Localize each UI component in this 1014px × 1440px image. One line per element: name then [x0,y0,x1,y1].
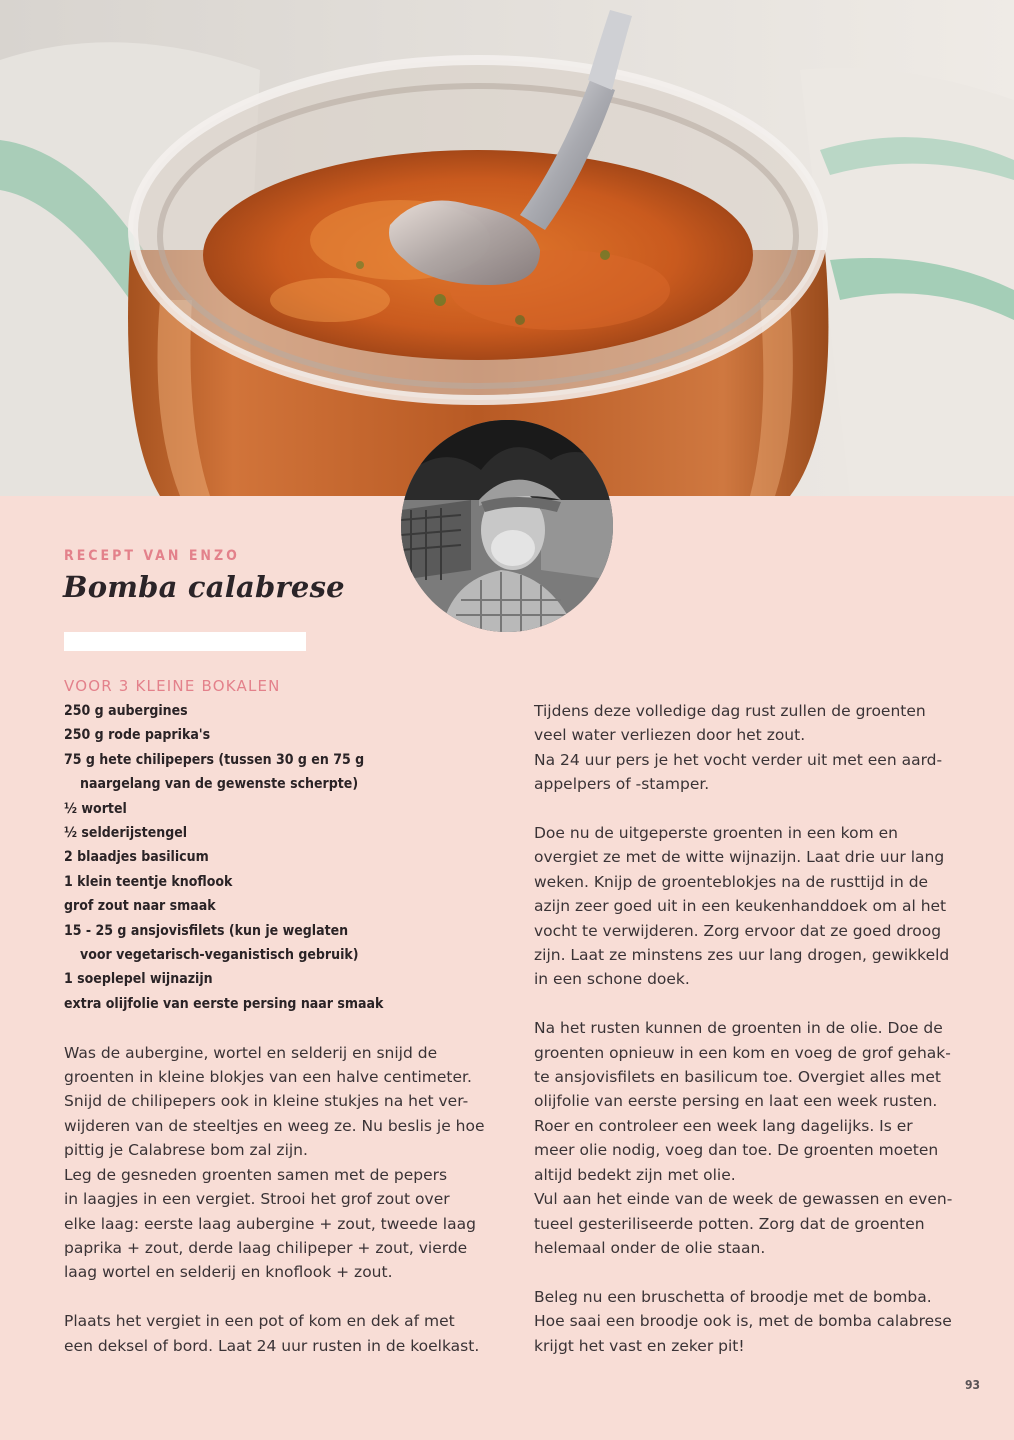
page-number: 93 [964,1378,980,1392]
right-column [534,699,954,1358]
recipe-title: Bomba calabrese [63,570,345,604]
instruction-line: Doe nu de uitgeperste groenten in een kom en [534,824,898,843]
instructions-paragraph [534,699,954,797]
instruction-line: appelpers of -stamper. [534,775,710,794]
chef-portrait [401,420,613,632]
ingredient-list [64,699,494,1016]
instruction-line: veel water verliezen door het zout. [534,726,806,745]
instructions-paragraph [64,1309,494,1358]
instruction-line: elke laag: eerste laag aubergine + zout, tweede laag [64,1214,476,1233]
instructions-paragraph [534,1016,954,1260]
instruction-line: Roer en controleer een week lang dagelijks. Is er [534,1116,913,1135]
title-underline-bar [64,632,306,651]
instruction-line: in een schone doek. [534,970,690,989]
recipe-author-label: RECEPT VAN ENZO [64,548,240,564]
ingredient-item: voor vegetarisch-veganistisch gebruik) [80,947,359,964]
instruction-line: groenten in kleine blokjes van een halve centimeter. [64,1068,472,1087]
recipe-yield: VOOR 3 KLEINE BOKALEN [64,677,281,695]
ingredient-item: 250 g rode paprika's [64,727,211,744]
instruction-line: Tijdens deze volledige dag rust zullen de groenten [534,702,926,720]
instruction-line: Na 24 uur pers je het vocht verder uit met een aard- [534,750,943,769]
instructions-paragraph [64,1041,494,1285]
instruction-line: wijderen van de steeltjes en weeg ze. Nu beslis je hoe [64,1116,485,1135]
instruction-line: Leg de gesneden groenten samen met de pepers [64,1165,448,1184]
instruction-line: vocht te verwijderen. Zorg ervoor dat ze goed droog [534,921,942,940]
ingredient-item: 15 - 25 g ansjovisfilets (kun je weglaten [64,922,349,939]
ingredient-item: ½ selderijstengel [64,825,188,842]
instruction-line: helemaal onder de olie staan. [534,1238,766,1257]
instruction-line: groenten opnieuw in een kom en voeg de grof gehak- [534,1043,951,1062]
instruction-line: Was de aubergine, wortel en selderij en snijd de [64,1043,438,1062]
instructions-paragraph [534,821,954,992]
instruction-line: zijn. Laat ze minstens zes uur lang drogen, gewikkeld [534,946,950,965]
ingredient-item: 250 g aubergines [64,703,188,719]
instruction-line: overgiet ze met de witte wijnazijn. Laat drie uur lang [534,848,945,867]
instruction-line: paprika + zout, derde laag chilipeper + zout, vierde [64,1238,468,1257]
ingredient-item: 2 blaadjes basilicum [64,849,209,866]
ingredient-item: 75 g hete chilipepers (tussen 30 g en 75 g [64,751,365,768]
instruction-line: meer olie nodig, voeg dan toe. De groenten moeten [534,1141,939,1160]
instruction-line: in laagjes in een vergiet. Strooi het grof zout over [64,1190,450,1209]
ingredient-item: extra olijfolie van eerste persing naar smaak [64,995,384,1012]
instruction-line: olijfolie van eerste persing en laat een week rusten. [534,1092,938,1111]
instruction-line: Hoe saai een broodje ook is, met de bomba calabrese [534,1312,952,1331]
instruction-line: altijd bedekt zijn met olie. [534,1165,736,1184]
ingredient-item: naargelang van de gewenste scherpte) [80,776,359,793]
left-column [64,675,494,1358]
ingredient-item: 1 klein teentje knoflook [64,873,233,890]
ingredient-item: 1 soeplepel wijnazijn [64,971,213,988]
instruction-line: krijgt het vast en zeker pit! [534,1336,745,1355]
instruction-line: laag wortel en selderij en knoflook + zout. [64,1263,393,1282]
instruction-line: te ansjovisfilets en basilicum toe. Overgiet alles met [534,1068,941,1087]
instruction-line: een deksel of bord. Laat 24 uur rusten in de koelkast. [64,1336,480,1355]
instruction-line: Na het rusten kunnen de groenten in de olie. Doe de [534,1019,943,1038]
instruction-line: Plaats het vergiet in een pot of kom en dek af met [64,1312,455,1331]
ingredient-item: ½ wortel [64,800,127,817]
instruction-line: Snijd de chilipepers ook in kleine stukjes na het ver- [64,1092,469,1111]
instruction-line: pittig je Calabrese bom zal zijn. [64,1141,308,1160]
instruction-line: tueel gesteriliseerde potten. Zorg dat de groenten [534,1214,925,1233]
instruction-line: Vul aan het einde van de week de gewassen en even- [534,1190,953,1209]
instructions-paragraph [534,1285,954,1358]
instruction-line: Beleg nu een bruschetta of broodje met de bomba. [534,1287,932,1306]
instruction-line: weken. Knijp de groenteblokjes na de rusttijd in de [534,872,929,891]
ingredient-item: grof zout naar smaak [64,898,216,915]
instruction-line: azijn zeer goed uit in een keukenhanddoek om al het [534,897,947,916]
